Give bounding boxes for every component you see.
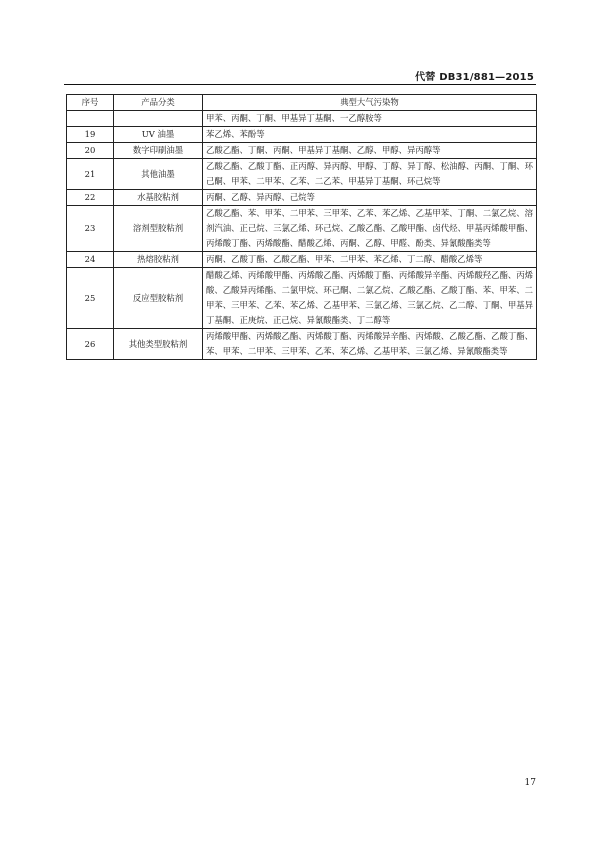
- row-category: 溶剂型胶粘剂: [114, 206, 203, 252]
- header-rule: [64, 84, 536, 85]
- row-category: 水基胶粘剂: [114, 190, 203, 206]
- row-no: 26: [67, 329, 114, 360]
- table-row: [67, 252, 537, 268]
- table-row: [67, 329, 537, 360]
- table-row: [67, 111, 537, 127]
- row-pollutants: 甲苯、丙酮、丁酮、甲基异丁基酮、一乙醇胺等: [203, 111, 537, 127]
- row-pollutants: 醋酸乙烯、丙烯酸甲酯、丙烯酸乙酯、丙烯酸丁酯、丙烯酸异辛酯、丙烯酸羟乙酯、丙烯酸、乙酸异丙烯酯、二氯甲烷、环己酮、二氯乙烷、乙酸乙酯、乙酸丁酯、苯、甲苯、二甲苯、三甲苯、乙苯、苯乙烯、乙基甲苯、三氯乙烯、三氯乙烷、乙二醇、丁酮、甲基异丁基酮、正庚烷、正己烷、异氰酸酯类、丁二醇等: [203, 268, 537, 329]
- row-pollutants: 乙酸乙酯、乙酸丁酯、正丙醇、异丙醇、甲醇、丁醇、异丁醇、松油醇、丙酮、丁酮、环己酮、甲苯、二甲苯、乙苯、二乙苯、甲基异丁基酮、环己烷等: [203, 159, 537, 190]
- header-no: 序号: [67, 95, 114, 111]
- table-row: [67, 143, 537, 159]
- header-category: 产品分类: [114, 95, 203, 111]
- table-row: [67, 159, 537, 190]
- row-no: [67, 111, 114, 127]
- row-category: 热熔胶粘剂: [114, 252, 203, 268]
- row-no: 22: [67, 190, 114, 206]
- document-code: 代替 DB31/881—2015: [415, 72, 534, 83]
- pollutants-table: [66, 94, 537, 360]
- row-pollutants: 丙烯酸甲酯、丙烯酸乙酯、丙烯酸丁酯、丙烯酸异辛酯、丙烯酸、乙酸乙酯、乙酸丁酯、苯、甲苯、二甲苯、三甲苯、乙苯、苯乙烯、乙基甲苯、三氯乙烯、异氰酸酯类等: [203, 329, 537, 360]
- row-no: 21: [67, 159, 114, 190]
- table-header-row: [67, 95, 537, 111]
- page-number: 17: [524, 778, 536, 788]
- table-row: [67, 127, 537, 143]
- table-row: [67, 190, 537, 206]
- row-category: 其他类型胶粘剂: [114, 329, 203, 360]
- row-pollutants: 乙酸乙酯、丁酮、丙酮、甲基异丁基酮、乙醇、甲醇、异丙醇等: [203, 143, 537, 159]
- row-category: UV 油墨: [114, 127, 203, 143]
- row-no: 20: [67, 143, 114, 159]
- row-no: 23: [67, 206, 114, 252]
- row-category: 数字印刷油墨: [114, 143, 203, 159]
- row-category: 其他油墨: [114, 159, 203, 190]
- row-category: 反应型胶粘剂: [114, 268, 203, 329]
- row-pollutants: 乙酸乙酯、苯、甲苯、二甲苯、三甲苯、乙苯、苯乙烯、乙基甲苯、丁酮、二氯乙烷、溶剂汽油、正己烷、三氯乙烯、环己烷、乙酸乙酯、乙酸甲酯、卤代烃、甲基丙烯酸甲酯、丙烯酸丁酯、丙烯酸酯、醋酸乙烯、丙酮、乙醇、甲醛、酚类、异氰酸酯类等: [203, 206, 537, 252]
- table-row: [67, 206, 537, 252]
- row-pollutants: 苯乙烯、苯酚等: [203, 127, 537, 143]
- table-row: [67, 268, 537, 329]
- row-category: [114, 111, 203, 127]
- header-pollutants: 典型大气污染物: [203, 95, 537, 111]
- row-pollutants: 丙酮、乙醇、异丙醇、己烷等: [203, 190, 537, 206]
- row-no: 25: [67, 268, 114, 329]
- row-pollutants: 丙酮、乙酸丁酯、乙酸乙酯、甲苯、二甲苯、苯乙烯、丁二醇、醋酸乙烯等: [203, 252, 537, 268]
- row-no: 19: [67, 127, 114, 143]
- row-no: 24: [67, 252, 114, 268]
